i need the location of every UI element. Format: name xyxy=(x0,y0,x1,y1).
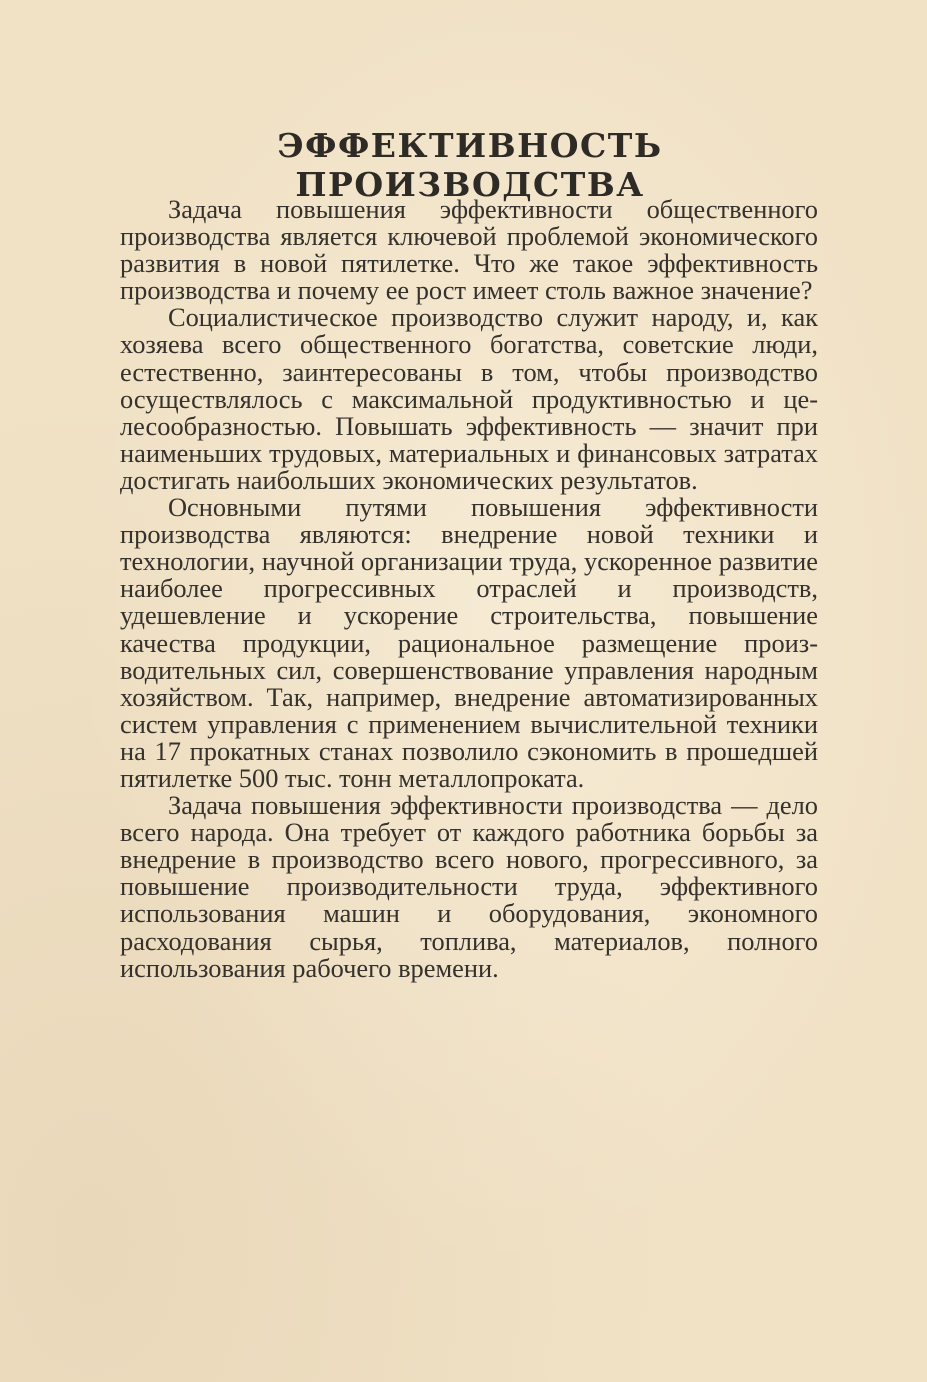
paragraph-4: Задача повышения эффективности производства — дело всего народа. Она требует от каждого работника борьбы за внедрение в производство всего нового, прогрессивного, за повышение производительности труда, эффективного использования машин и оборудования, экономного расходования сырья, топлива, материалов, полного использования рабочего времени. xyxy=(120,790,818,983)
page-title: ЭФФЕКТИВНОСТЬ ПРОИЗВОДСТВА xyxy=(277,126,663,204)
paragraph-2: Социалистическое производство служит народу, и, как хозяева всего общественного богатства, советские люди, естественно, заинтересованы в том, чтобы производство осуществлялось с максимальной продуктивностью и целесообразностью. Повышать эффективность — значит при наименьших трудовых, материальных и финансовых затратах достигать наибольших экономических результатов. xyxy=(120,302,818,495)
article-body xyxy=(120,196,818,982)
paragraph-1: Задача повышения эффективности общественного производства является ключевой проблемой экономического развития в новой пятилетке. Что же такое эффективность производства и почему ее рост имеет столь важное значение? xyxy=(120,194,818,306)
paragraph-3: Основными путями повышения эффективности производства являются: внедрение новой техники и технологии, научной организации труда, ускоренное развитие наиболее прогрессивных отраслей и производств, удешевление и ускорение строительства, повышение качества продукции, рациональное размещение производительных сил, совершенствование управления народным хозяйством. Так, например, внедрение автоматизированных систем управления с применением вычислительной техники на 17 прокатных станах позволило сэкономить в прошедшей пятилетке 500 тыс. тонн металлопроката. xyxy=(120,492,818,793)
